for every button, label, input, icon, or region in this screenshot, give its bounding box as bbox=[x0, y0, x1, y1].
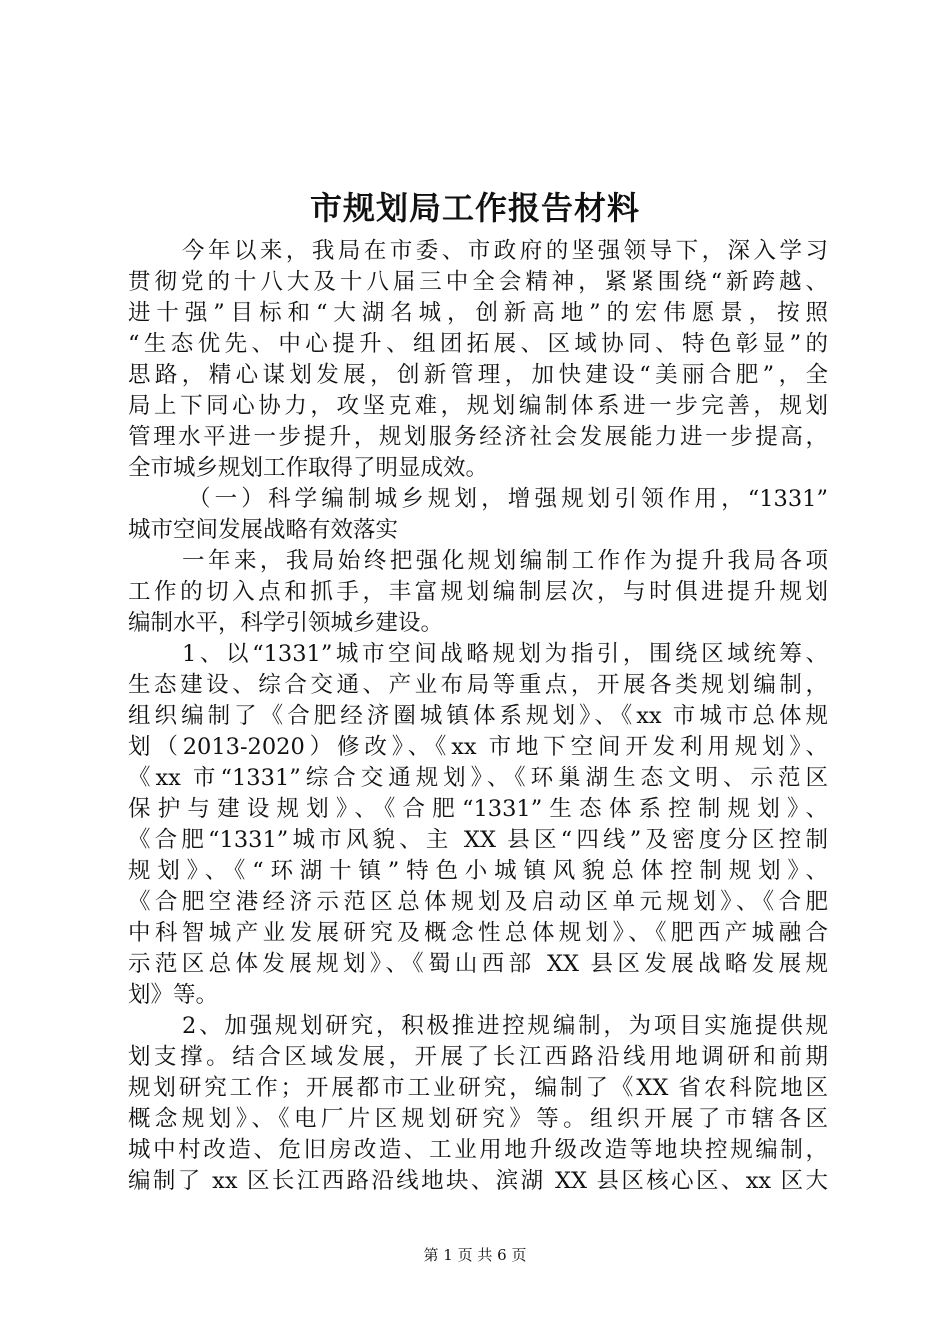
body-line: 编制水平，科学引领城乡建设。 bbox=[128, 610, 444, 636]
body-line: 思路，精心谋划发展，创新管理，加快建设“美丽合肥”，全 bbox=[128, 362, 828, 388]
body-line: 组织编制了《合肥经济圈城镇体系规划》、《xx 市城市总体规 bbox=[128, 703, 828, 729]
body-line: 划》等。 bbox=[128, 982, 219, 1008]
body-line: 《合肥空港经济示范区总体规划及启动区单元规划》、《合肥 bbox=[128, 889, 828, 915]
body-line: 工作的切入点和抓手，丰富规划编制层次，与时俱进提升规划 bbox=[128, 579, 828, 605]
body-line: 城中村改造、危旧房改造、工业用地升级改造等地块控规编制， bbox=[128, 1137, 828, 1163]
body-line: 进十强”目标和“大湖名城，创新高地”的宏伟愿景，按照 bbox=[128, 300, 828, 326]
body-line: 概念规划》、《电厂片区规划研究》等。组织开展了市辖各区 bbox=[128, 1106, 828, 1132]
body-line: 今年以来，我局在市委、市政府的坚强领导下，深入学习 bbox=[182, 238, 828, 264]
body-line: 编制了 xx 区长江西路沿线地块、滨湖 XX 县区核心区、xx 区大 bbox=[128, 1168, 828, 1194]
body-line: 管理水平进一步提升，规划服务经济社会发展能力进一步提高， bbox=[128, 424, 828, 450]
body-line: 1、以“1331”城市空间战略规划为指引，围绕区域统筹、 bbox=[182, 641, 828, 667]
body-line: 规划》、《“环湖十镇”特色小城镇风貌总体控制规划》、 bbox=[128, 858, 828, 884]
section-heading-line: （一）科学编制城乡规划，增强规划引领作用，“1331” bbox=[188, 486, 828, 512]
body-line: 划（2013-2020）修改》、《xx 市地下空间开发利用规划》、 bbox=[128, 734, 828, 760]
body-line: 一年来，我局始终把强化规划编制工作作为提升我局各项 bbox=[182, 548, 828, 574]
body-line: 生态建设、综合交通、产业布局等重点，开展各类规划编制， bbox=[128, 672, 828, 698]
section-heading-line: 城市空间发展战略有效落实 bbox=[128, 517, 399, 543]
body-line: “生态优先、中心提升、组团拓展、区域协同、特色彰显”的 bbox=[128, 331, 828, 357]
body-line: 中科智城产业发展研究及概念性总体规划》、《肥西产城融合 bbox=[128, 920, 828, 946]
body-line: 保护与建设规划》、《合肥“1331”生态体系控制规划》、 bbox=[128, 796, 828, 822]
body-line: 2、加强规划研究，积极推进控规编制，为项目实施提供规 bbox=[182, 1013, 828, 1039]
document-body bbox=[128, 236, 828, 1197]
body-line: 示范区总体发展规划》、《蜀山西部 XX 县区发展战略发展规 bbox=[128, 951, 828, 977]
page-indicator: 第 1 页 共 6 页 bbox=[423, 1246, 527, 1264]
body-line: 《合肥“1331”城市风貌、主 XX 县区“四线”及密度分区控制 bbox=[128, 827, 828, 853]
body-line: 贯彻党的十八大及十八届三中全会精神，紧紧围绕“新跨越、 bbox=[128, 269, 828, 295]
page-footer bbox=[0, 1245, 950, 1265]
body-line: 全市城乡规划工作取得了明显成效。 bbox=[128, 455, 489, 481]
body-line: 《xx 市“1331”综合交通规划》、《环巢湖生态文明、示范区 bbox=[128, 765, 828, 791]
body-line: 划支撑。结合区域发展，开展了长江西路沿线用地调研和前期 bbox=[128, 1044, 828, 1070]
body-line: 规划研究工作；开展都市工业研究，编制了《XX 省农科院地区 bbox=[128, 1075, 828, 1101]
body-line: 局上下同心协力，攻坚克难，规划编制体系进一步完善，规划 bbox=[128, 393, 828, 419]
document-title: 市规划局工作报告材料 bbox=[309, 189, 640, 227]
